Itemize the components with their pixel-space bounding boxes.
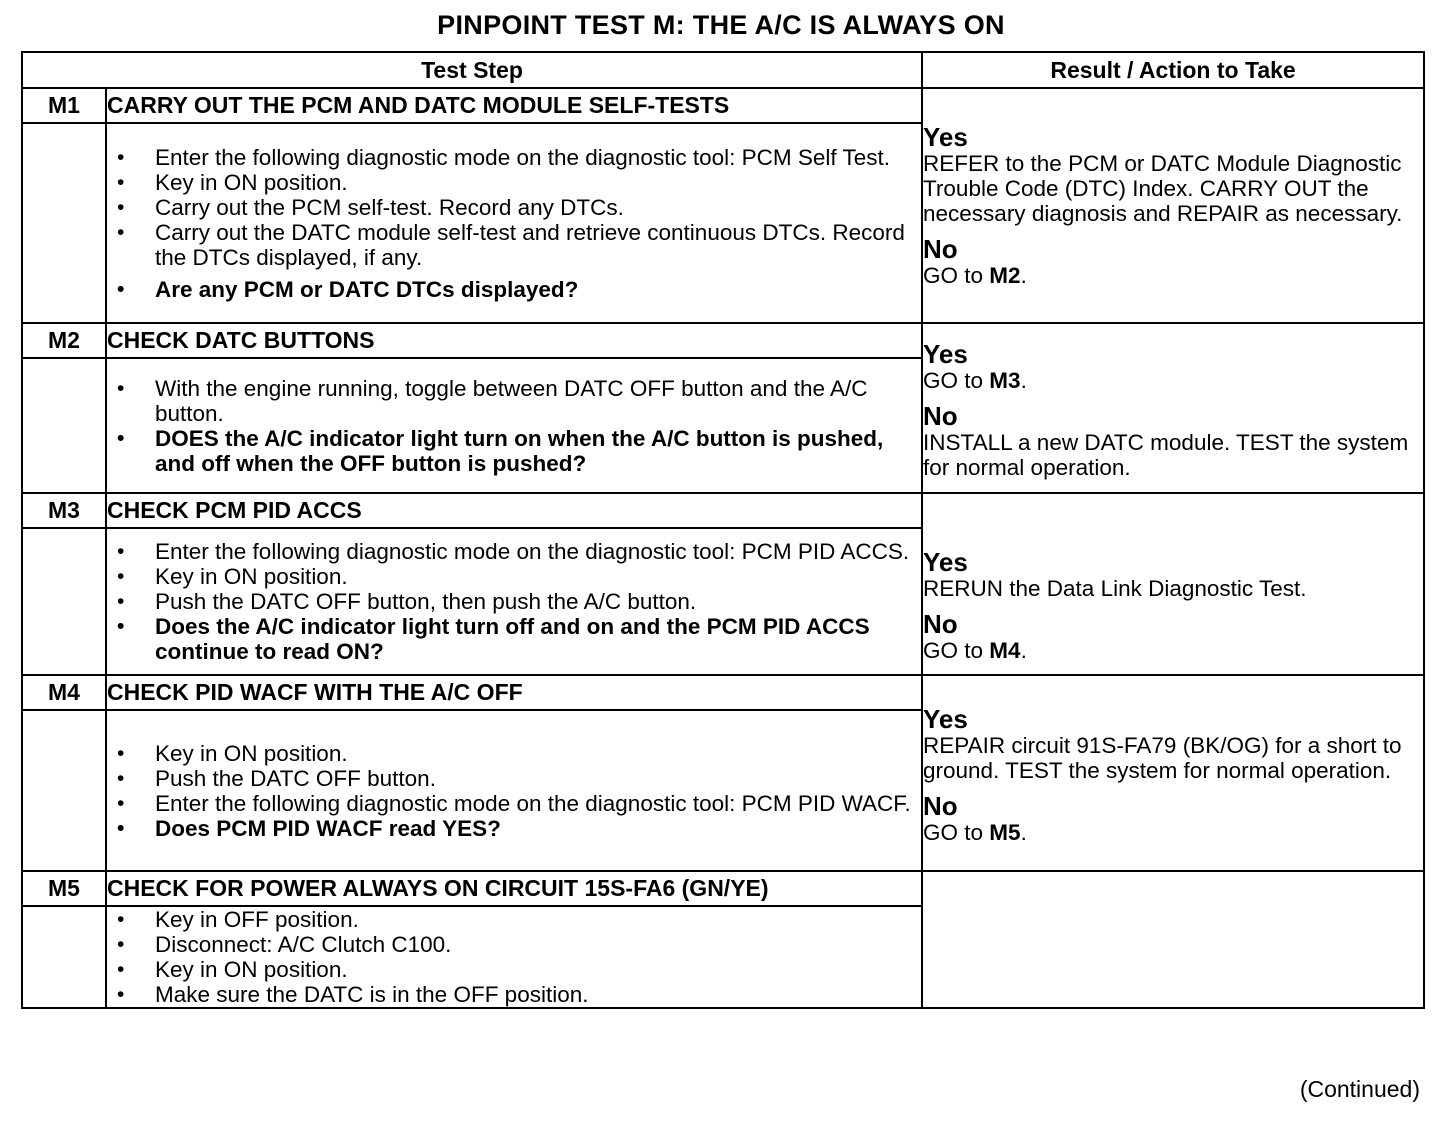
step-id: M2	[22, 323, 106, 358]
step-m4-result	[922, 675, 1424, 871]
yes-action: REFER to the PCM or DATC Module Diagnostic Trouble Code (DTC) Index. CARRY OUT the necessary diagnosis and REPAIR as necessary.	[923, 150, 1403, 226]
list-item: • Key in ON position.	[107, 170, 921, 195]
no-label: No	[923, 790, 958, 821]
no-label: No	[923, 233, 958, 264]
list-item: • Enter the following diagnostic mode on the diagnostic tool: PCM PID WACF.	[107, 791, 921, 816]
step-title: CARRY OUT THE PCM AND DATC MODULE SELF-TESTS	[106, 88, 922, 123]
yes-action: GO to M3.	[923, 367, 1027, 393]
list-item: • Make sure the DATC is in the OFF position.	[107, 982, 921, 1007]
step-m1-title-row	[22, 88, 1424, 123]
goto-link-m5: M5	[989, 819, 1021, 845]
no-action: GO to M5.	[923, 819, 1027, 845]
yes-label: Yes	[923, 547, 968, 577]
list-item: • Push the DATC OFF button, then push the A/C button.	[107, 589, 921, 614]
goto-link-m3: M3	[989, 367, 1021, 393]
step-m5-instructions	[106, 906, 922, 1008]
step-m1-result	[922, 88, 1424, 323]
goto-link-m4: M4	[989, 638, 1021, 663]
step-m1-instructions	[106, 123, 922, 323]
yes-label: Yes	[923, 121, 968, 152]
list-item: • Key in ON position.	[107, 957, 921, 982]
step-title: CHECK PID WACF WITH THE A/C OFF	[106, 675, 922, 710]
header-result: Result / Action to Take	[922, 52, 1424, 88]
step-question: • Does PCM PID WACF read YES?	[107, 816, 921, 841]
list-item: • Push the DATC OFF button.	[107, 766, 921, 791]
list-item: • Carry out the PCM self-test. Record any DTCs.	[107, 195, 921, 220]
yes-action: RERUN the Data Link Diagnostic Test.	[923, 576, 1307, 601]
step-m3-result	[922, 493, 1424, 675]
table-header-row	[22, 52, 1424, 88]
step-id: M1	[22, 88, 106, 123]
step-title: CHECK FOR POWER ALWAYS ON CIRCUIT 15S-FA6 (GN/YE)	[106, 871, 922, 906]
step-m5-title-row	[22, 871, 1424, 906]
list-item: • Enter the following diagnostic mode on the diagnostic tool: PCM PID ACCS.	[107, 539, 921, 564]
pinpoint-test-table	[21, 51, 1425, 1009]
no-label: No	[923, 400, 958, 431]
page-title: PINPOINT TEST M: THE A/C IS ALWAYS ON	[437, 10, 1005, 40]
yes-label: Yes	[923, 338, 968, 369]
step-m2-result	[922, 323, 1424, 493]
step-id: M4	[22, 675, 106, 710]
step-question: • Does the A/C indicator light turn off and on and the PCM PID ACCS continue to read ON?	[107, 614, 921, 664]
step-title: CHECK DATC BUTTONS	[106, 323, 922, 358]
step-question: • DOES the A/C indicator light turn on when the A/C button is pushed, and off when the OFF button is pushed?	[107, 426, 921, 476]
step-m2-instructions	[106, 358, 922, 493]
list-item: • Disconnect: A/C Clutch C100.	[107, 932, 921, 957]
no-action: GO to M4.	[923, 638, 1027, 663]
step-id: M5	[22, 871, 106, 906]
header-test-step: Test Step	[22, 52, 922, 88]
continued-note: (Continued)	[1299, 1076, 1420, 1102]
yes-action: REPAIR circuit 91S-FA79 (BK/OG) for a short to ground. TEST the system for normal operation.	[923, 732, 1402, 783]
step-question: • Are any PCM or DATC DTCs displayed?	[107, 277, 921, 302]
step-m3-title-row	[22, 493, 1424, 528]
step-m4-title-row	[22, 675, 1424, 710]
list-item: • With the engine running, toggle between DATC OFF button and the A/C button.	[107, 376, 921, 426]
step-id: M3	[22, 493, 106, 528]
list-item: • Enter the following diagnostic mode on the diagnostic tool: PCM Self Test.	[107, 145, 921, 170]
goto-link-m2: M2	[989, 262, 1021, 288]
list-item: • Key in OFF position.	[107, 907, 921, 932]
step-m5-result	[922, 871, 1424, 1008]
list-item: • Carry out the DATC module self-test and retrieve continuous DTCs. Record the DTCs displayed, if any.	[107, 220, 921, 270]
step-m2-title-row	[22, 323, 1424, 358]
list-item: • Key in ON position.	[107, 741, 921, 766]
no-action: GO to M2.	[923, 262, 1027, 288]
step-title: CHECK PCM PID ACCS	[106, 493, 922, 528]
no-action: INSTALL a new DATC module. TEST the system for normal operation.	[923, 429, 1409, 480]
list-item: • Key in ON position.	[107, 564, 921, 589]
step-m4-instructions	[106, 710, 922, 871]
step-m3-instructions	[106, 528, 922, 675]
no-label: No	[923, 609, 958, 639]
yes-label: Yes	[923, 703, 968, 734]
